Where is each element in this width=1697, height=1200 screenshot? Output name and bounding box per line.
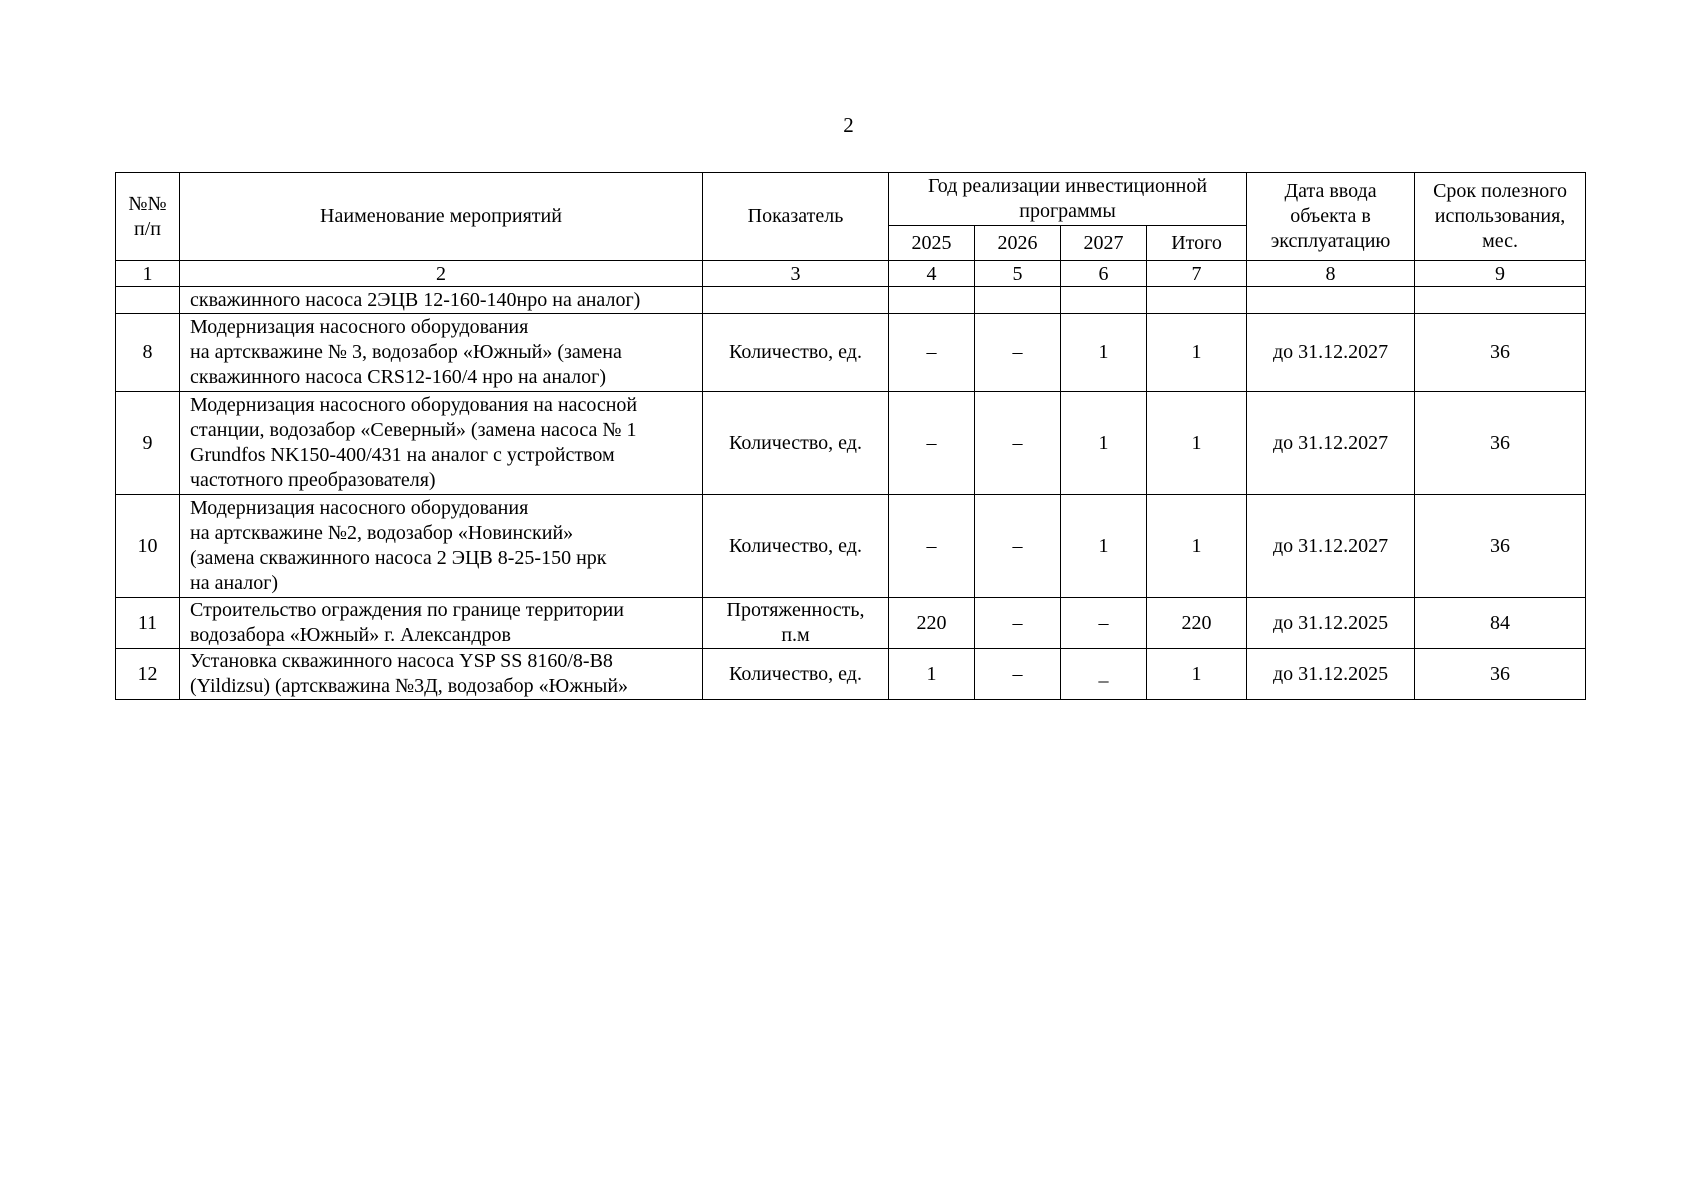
row-date: до 31.12.2025 xyxy=(1247,649,1415,700)
column-number: 5 xyxy=(975,261,1061,287)
row-2026: – xyxy=(975,495,1061,598)
row-2027: 1 xyxy=(1061,495,1147,598)
row-2025: 220 xyxy=(889,598,975,649)
row-indicator: Количество, ед. xyxy=(703,649,889,700)
page-number: 2 xyxy=(843,113,854,137)
row-2027: – xyxy=(1061,598,1147,649)
continuation-text: скважинного насоса 2ЭЦВ 12-160-140нро на аналог) xyxy=(180,287,703,314)
row-name: Строительство ограждения по границе территории водозабора «Южный» г. Александров xyxy=(180,598,703,649)
table-row xyxy=(116,392,1586,495)
row-indicator: Протяженность, п.м xyxy=(703,598,889,649)
header-year-2026: 2026 xyxy=(975,226,1061,261)
row-total: 1 xyxy=(1147,649,1247,700)
empty-cell xyxy=(116,287,180,314)
row-2027: _ xyxy=(1061,649,1147,700)
row-2026: – xyxy=(975,392,1061,495)
header-num: №№ п/п xyxy=(116,173,180,261)
row-life: 36 xyxy=(1415,314,1586,392)
row-num: 10 xyxy=(116,495,180,598)
row-date: до 31.12.2025 xyxy=(1247,598,1415,649)
column-number: 9 xyxy=(1415,261,1586,287)
row-name: Модернизация насосного оборудования на артскважине № 3, водозабор «Южный» (замена скважинного насоса CRS12-160/4 нро на аналог) xyxy=(180,314,703,392)
row-total: 1 xyxy=(1147,314,1247,392)
row-total: 220 xyxy=(1147,598,1247,649)
header-row xyxy=(116,173,1586,226)
column-number: 4 xyxy=(889,261,975,287)
column-number: 3 xyxy=(703,261,889,287)
row-2026: – xyxy=(975,314,1061,392)
header-total: Итого xyxy=(1147,226,1247,261)
header-indicator: Показатель xyxy=(703,173,889,261)
empty-cell xyxy=(1415,287,1586,314)
table-row xyxy=(116,314,1586,392)
row-date: до 31.12.2027 xyxy=(1247,495,1415,598)
row-num: 9 xyxy=(116,392,180,495)
empty-cell xyxy=(1147,287,1247,314)
row-num: 8 xyxy=(116,314,180,392)
row-2027: 1 xyxy=(1061,314,1147,392)
column-number: 2 xyxy=(180,261,703,287)
empty-cell xyxy=(703,287,889,314)
empty-cell xyxy=(889,287,975,314)
header-name: Наименование мероприятий xyxy=(180,173,703,261)
header-useful-life: Срок полезного использования, мес. xyxy=(1415,173,1586,261)
column-number: 6 xyxy=(1061,261,1147,287)
row-total: 1 xyxy=(1147,392,1247,495)
row-indicator: Количество, ед. xyxy=(703,314,889,392)
table-row xyxy=(116,649,1586,700)
row-total: 1 xyxy=(1147,495,1247,598)
header-year-2025: 2025 xyxy=(889,226,975,261)
row-name: Установка скважинного насоса YSP SS 8160/8-B8 (Yildizsu) (артскважина №3Д, водозабор «Южный» xyxy=(180,649,703,700)
row-name: Модернизация насосного оборудования на насосной станции, водозабор «Северный» (замена насоса № 1 Grundfos NK150-400/431 на аналог с устройством частотного преобразователя) xyxy=(180,392,703,495)
row-num: 11 xyxy=(116,598,180,649)
row-name: Модернизация насосного оборудования на артскважине №2, водозабор «Новинский» (замена скважинного насоса 2 ЭЦВ 8-25-150 нрк на аналог) xyxy=(180,495,703,598)
row-date: до 31.12.2027 xyxy=(1247,392,1415,495)
column-number: 7 xyxy=(1147,261,1247,287)
continuation-row xyxy=(116,287,1586,314)
row-life: 36 xyxy=(1415,392,1586,495)
row-2026: – xyxy=(975,649,1061,700)
row-date: до 31.12.2027 xyxy=(1247,314,1415,392)
row-life: 36 xyxy=(1415,495,1586,598)
column-number: 8 xyxy=(1247,261,1415,287)
empty-cell xyxy=(975,287,1061,314)
header-year-2027: 2027 xyxy=(1061,226,1147,261)
row-2025: 1 xyxy=(889,649,975,700)
row-2025: – xyxy=(889,314,975,392)
table-row xyxy=(116,495,1586,598)
empty-cell xyxy=(1247,287,1415,314)
row-2026: – xyxy=(975,598,1061,649)
column-number-row xyxy=(116,261,1586,287)
header-commission-date: Дата ввода объекта в эксплуатацию xyxy=(1247,173,1415,261)
row-life: 84 xyxy=(1415,598,1586,649)
header-year-group: Год реализации инвестиционной программы xyxy=(889,173,1247,226)
row-life: 36 xyxy=(1415,649,1586,700)
row-2025: – xyxy=(889,392,975,495)
row-indicator: Количество, ед. xyxy=(703,392,889,495)
row-2025: – xyxy=(889,495,975,598)
row-indicator: Количество, ед. xyxy=(703,495,889,598)
empty-cell xyxy=(1061,287,1147,314)
column-number: 1 xyxy=(116,261,180,287)
table-row xyxy=(116,598,1586,649)
row-2027: 1 xyxy=(1061,392,1147,495)
investment-program-table xyxy=(115,172,1586,700)
row-num: 12 xyxy=(116,649,180,700)
